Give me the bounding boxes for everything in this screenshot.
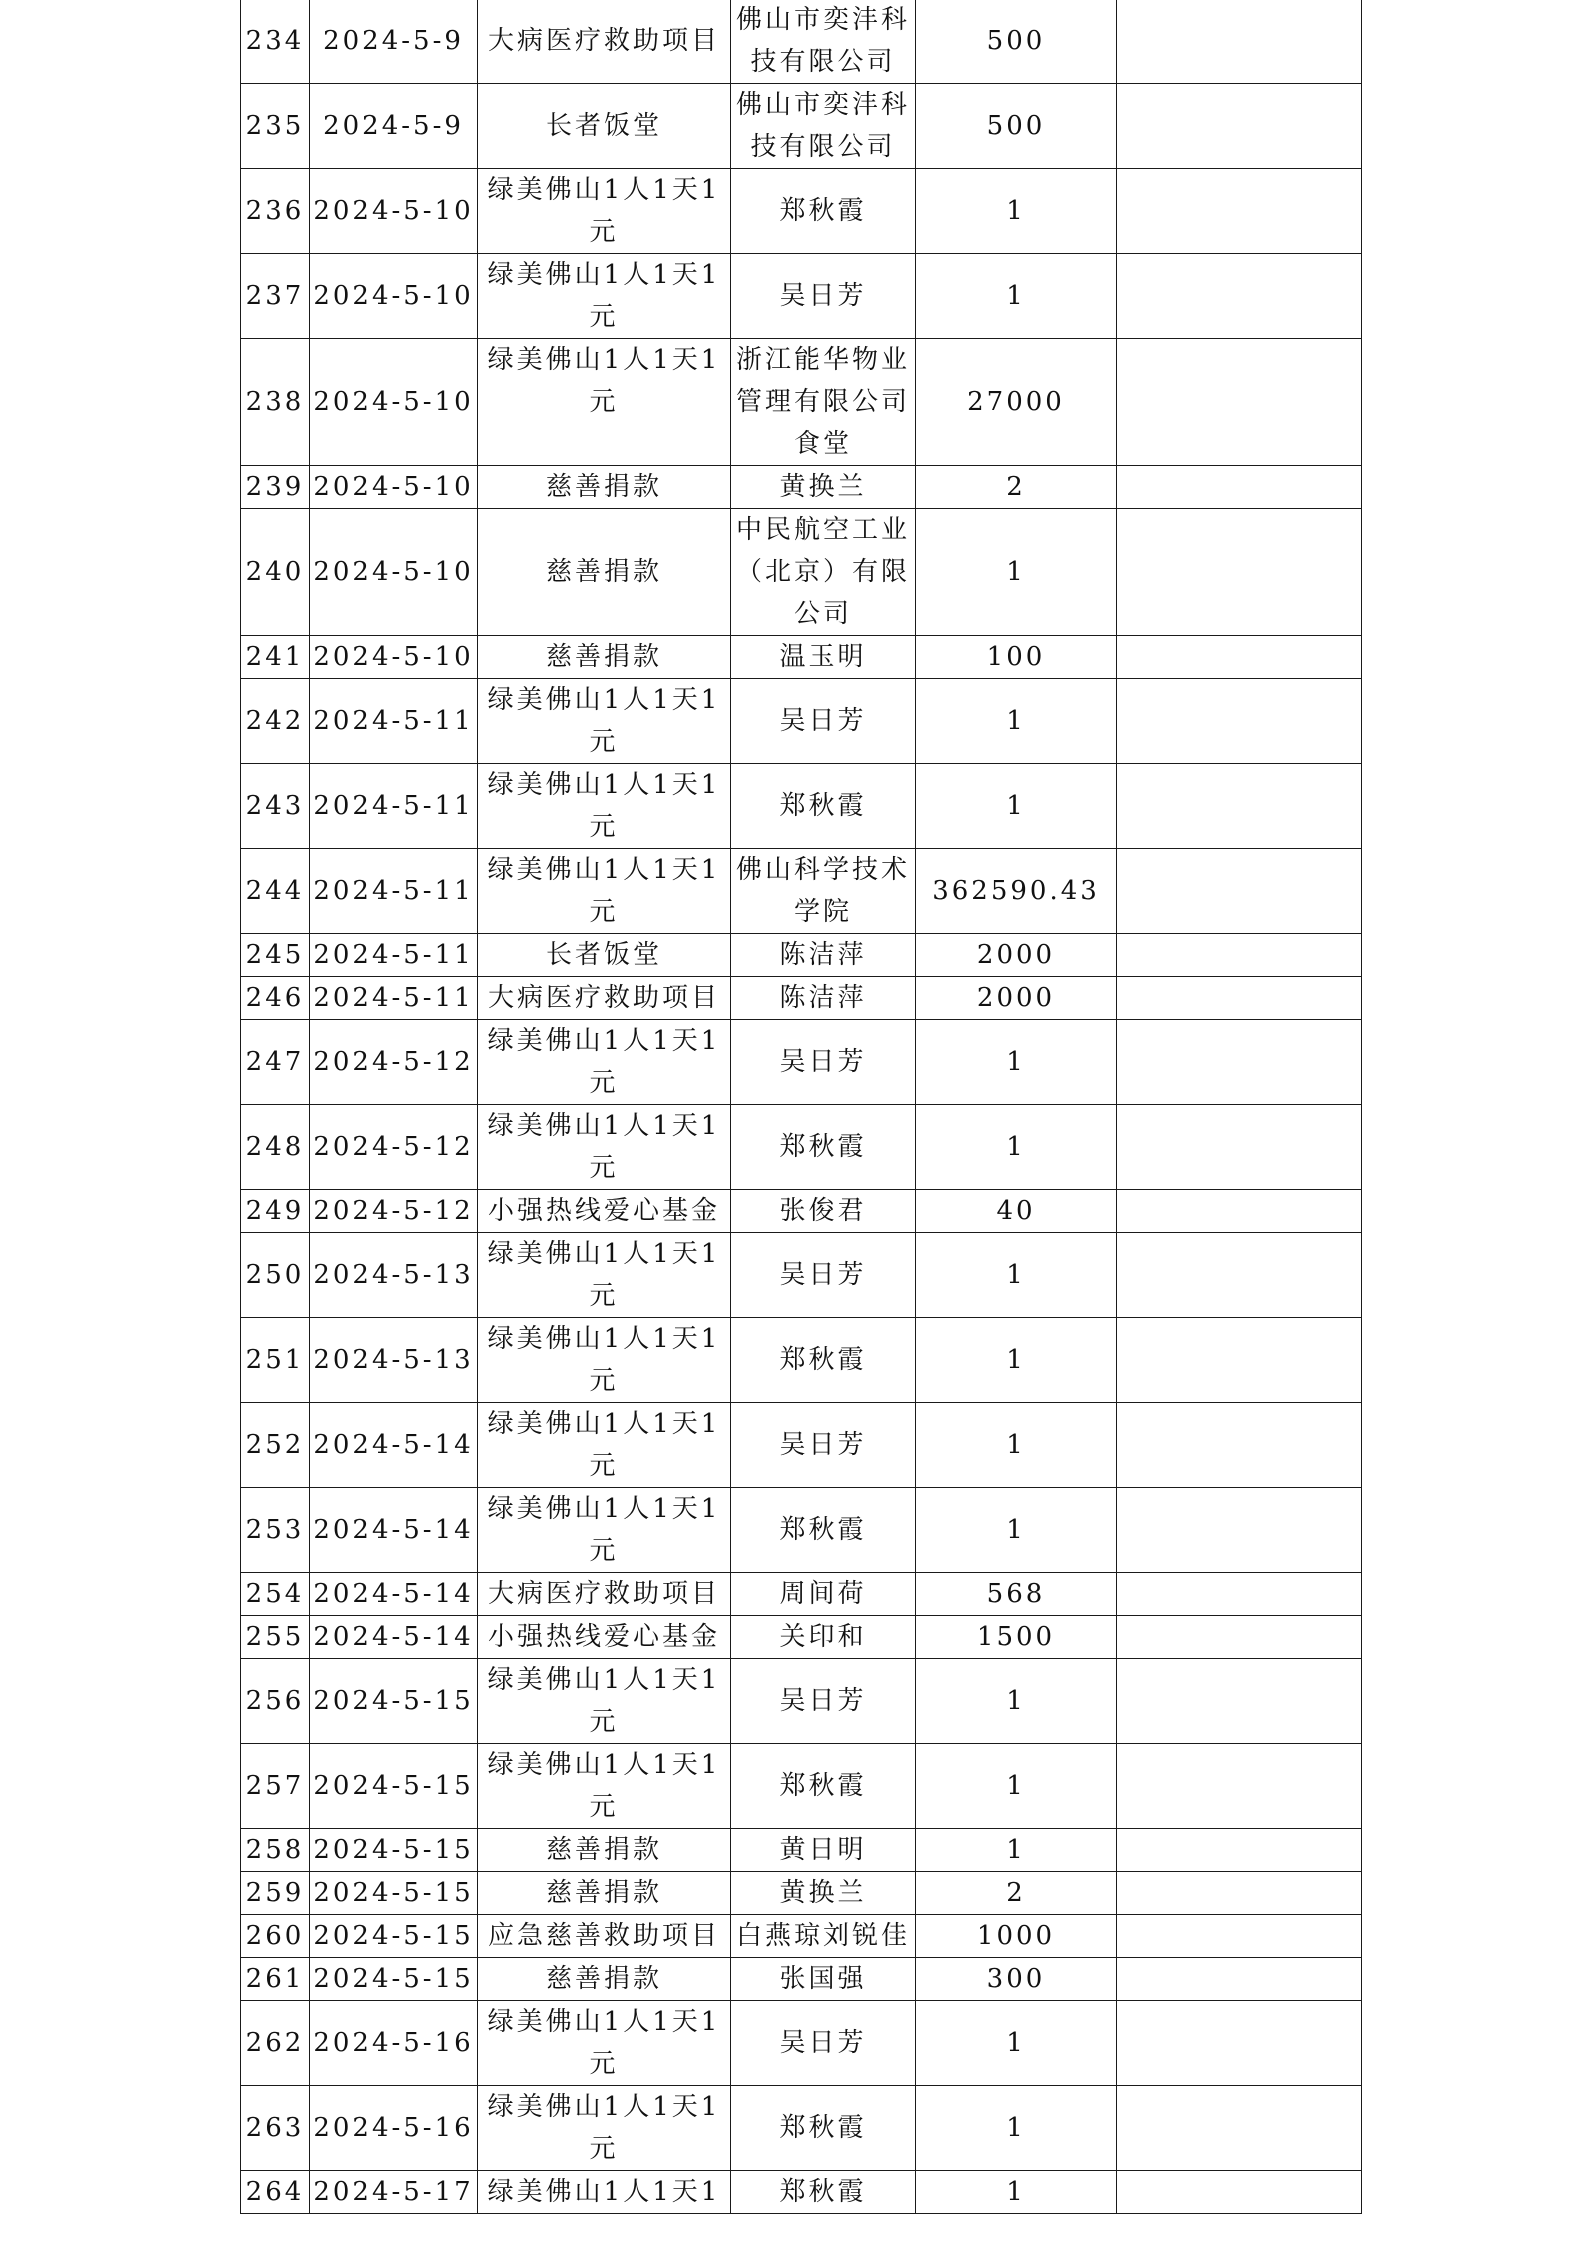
row-number-cell: 244 (241, 849, 310, 934)
amount-cell: 2000 (916, 977, 1117, 1020)
project-cell: 绿美佛山1人1天1元 (478, 764, 731, 849)
date-cell: 2024-5-15 (310, 1659, 478, 1744)
donor-cell: 郑秋霞 (731, 1744, 916, 1829)
date-cell: 2024-5-15 (310, 1829, 478, 1872)
table-row (241, 254, 1362, 339)
row-number-cell: 263 (241, 2086, 310, 2171)
note-cell (1117, 1829, 1362, 1872)
date-cell: 2024-5-11 (310, 849, 478, 934)
note-cell (1117, 764, 1362, 849)
note-cell (1117, 1958, 1362, 2001)
project-cell: 绿美佛山1人1天1元 (478, 169, 731, 254)
date-cell: 2024-5-14 (310, 1616, 478, 1659)
project-cell: 绿美佛山1人1天1元 (478, 2001, 731, 2086)
project-cell: 慈善捐款 (478, 636, 731, 679)
note-cell (1117, 679, 1362, 764)
row-number-cell: 239 (241, 466, 310, 509)
table-row (241, 977, 1362, 1020)
row-number-cell: 249 (241, 1190, 310, 1233)
donor-cell: 吴日芳 (731, 2001, 916, 2086)
table-row (241, 679, 1362, 764)
donor-cell: 黄日明 (731, 1829, 916, 1872)
amount-cell: 1 (916, 679, 1117, 764)
date-cell: 2024-5-10 (310, 466, 478, 509)
amount-cell: 2 (916, 466, 1117, 509)
date-cell: 2024-5-16 (310, 2086, 478, 2171)
date-cell: 2024-5-14 (310, 1403, 478, 1488)
project-cell: 长者饭堂 (478, 84, 731, 169)
project-cell: 绿美佛山1人1天1元 (478, 679, 731, 764)
donor-cell: 吴日芳 (731, 1403, 916, 1488)
row-number-cell: 258 (241, 1829, 310, 1872)
project-cell: 大病医疗救助项目 (478, 1573, 731, 1616)
amount-cell: 300 (916, 1958, 1117, 2001)
project-cell: 绿美佛山1人1天1元 (478, 1403, 731, 1488)
note-cell (1117, 0, 1362, 84)
date-cell: 2024-5-15 (310, 1915, 478, 1958)
project-cell: 绿美佛山1人1天1元 (478, 1105, 731, 1190)
note-cell (1117, 1233, 1362, 1318)
note-cell (1117, 977, 1362, 1020)
row-number-cell: 251 (241, 1318, 310, 1403)
row-number-cell: 257 (241, 1744, 310, 1829)
donor-cell: 浙江能华物业管理有限公司食堂 (731, 339, 916, 466)
table-row (241, 1659, 1362, 1744)
note-cell (1117, 1744, 1362, 1829)
table-row (241, 849, 1362, 934)
project-cell: 大病医疗救助项目 (478, 977, 731, 1020)
project-cell: 绿美佛山1人1天1元 (478, 254, 731, 339)
table-row (241, 1958, 1362, 2001)
date-cell: 2024-5-15 (310, 1958, 478, 2001)
date-cell: 2024-5-14 (310, 1573, 478, 1616)
note-cell (1117, 636, 1362, 679)
row-number-cell: 253 (241, 1488, 310, 1573)
note-cell (1117, 339, 1362, 466)
amount-cell: 1 (916, 2001, 1117, 2086)
donor-cell: 吴日芳 (731, 254, 916, 339)
note-cell (1117, 1573, 1362, 1616)
note-cell (1117, 84, 1362, 169)
row-number-cell: 261 (241, 1958, 310, 2001)
row-number-cell: 248 (241, 1105, 310, 1190)
row-number-cell: 255 (241, 1616, 310, 1659)
amount-cell: 1 (916, 1020, 1117, 1105)
donor-cell: 吴日芳 (731, 1020, 916, 1105)
amount-cell: 27000 (916, 339, 1117, 466)
donor-cell: 郑秋霞 (731, 2171, 916, 2214)
project-cell: 长者饭堂 (478, 934, 731, 977)
table-row (241, 1105, 1362, 1190)
donor-cell: 黄换兰 (731, 1872, 916, 1915)
date-cell: 2024-5-12 (310, 1105, 478, 1190)
donor-cell: 温玉明 (731, 636, 916, 679)
note-cell (1117, 254, 1362, 339)
note-cell (1117, 466, 1362, 509)
donor-cell: 吴日芳 (731, 1659, 916, 1744)
date-cell: 2024-5-11 (310, 934, 478, 977)
donor-cell: 郑秋霞 (731, 764, 916, 849)
date-cell: 2024-5-15 (310, 1872, 478, 1915)
date-cell: 2024-5-10 (310, 254, 478, 339)
amount-cell: 2000 (916, 934, 1117, 977)
donor-cell: 佛山科学技术学院 (731, 849, 916, 934)
project-cell: 绿美佛山1人1天1元 (478, 1744, 731, 1829)
donor-cell: 吴日芳 (731, 679, 916, 764)
row-number-cell: 243 (241, 764, 310, 849)
donor-cell: 黄换兰 (731, 466, 916, 509)
table-row (241, 1403, 1362, 1488)
amount-cell: 1 (916, 509, 1117, 636)
table-row (241, 2086, 1362, 2171)
row-number-cell: 260 (241, 1915, 310, 1958)
project-cell: 应急慈善救助项目 (478, 1915, 731, 1958)
project-cell: 绿美佛山1人1天1 (478, 2171, 731, 2214)
amount-cell: 500 (916, 0, 1117, 84)
table-row (241, 1318, 1362, 1403)
note-cell (1117, 934, 1362, 977)
note-cell (1117, 1488, 1362, 1573)
table-row (241, 2001, 1362, 2086)
note-cell (1117, 1403, 1362, 1488)
row-number-cell: 246 (241, 977, 310, 1020)
row-number-cell: 237 (241, 254, 310, 339)
amount-cell: 500 (916, 84, 1117, 169)
amount-cell: 1000 (916, 1915, 1117, 1958)
note-cell (1117, 2086, 1362, 2171)
project-cell: 绿美佛山1人1天1元 (478, 1488, 731, 1573)
donation-table-body (241, 0, 1362, 2214)
amount-cell: 568 (916, 1573, 1117, 1616)
note-cell (1117, 1318, 1362, 1403)
project-cell: 绿美佛山1人1天1元 (478, 339, 731, 466)
donor-cell: 关印和 (731, 1616, 916, 1659)
note-cell (1117, 1105, 1362, 1190)
project-cell: 绿美佛山1人1天1元 (478, 2086, 731, 2171)
date-cell: 2024-5-16 (310, 2001, 478, 2086)
table-row (241, 0, 1362, 84)
note-cell (1117, 1872, 1362, 1915)
project-cell: 慈善捐款 (478, 1958, 731, 2001)
row-number-cell: 247 (241, 1020, 310, 1105)
donor-cell: 陈洁萍 (731, 934, 916, 977)
date-cell: 2024-5-10 (310, 169, 478, 254)
donor-cell: 张俊君 (731, 1190, 916, 1233)
row-number-cell: 245 (241, 934, 310, 977)
note-cell (1117, 509, 1362, 636)
donation-table (240, 0, 1362, 2214)
row-number-cell: 254 (241, 1573, 310, 1616)
note-cell (1117, 2001, 1362, 2086)
note-cell (1117, 1915, 1362, 1958)
note-cell (1117, 1020, 1362, 1105)
amount-cell: 40 (916, 1190, 1117, 1233)
table-row (241, 169, 1362, 254)
row-number-cell: 241 (241, 636, 310, 679)
amount-cell: 1 (916, 1318, 1117, 1403)
project-cell: 慈善捐款 (478, 1829, 731, 1872)
amount-cell: 100 (916, 636, 1117, 679)
donor-cell: 郑秋霞 (731, 1318, 916, 1403)
project-cell: 大病医疗救助项目 (478, 0, 731, 84)
date-cell: 2024-5-10 (310, 509, 478, 636)
table-row (241, 339, 1362, 466)
date-cell: 2024-5-14 (310, 1488, 478, 1573)
donor-cell: 张国强 (731, 1958, 916, 2001)
row-number-cell: 252 (241, 1403, 310, 1488)
amount-cell: 1 (916, 1829, 1117, 1872)
date-cell: 2024-5-12 (310, 1020, 478, 1105)
table-row (241, 466, 1362, 509)
table-row (241, 934, 1362, 977)
date-cell: 2024-5-15 (310, 1744, 478, 1829)
date-cell: 2024-5-9 (310, 0, 478, 84)
row-number-cell: 264 (241, 2171, 310, 2214)
amount-cell: 1 (916, 254, 1117, 339)
donor-cell: 吴日芳 (731, 1233, 916, 1318)
note-cell (1117, 169, 1362, 254)
row-number-cell: 250 (241, 1233, 310, 1318)
note-cell (1117, 849, 1362, 934)
table-row (241, 1872, 1362, 1915)
date-cell: 2024-5-12 (310, 1190, 478, 1233)
row-number-cell: 240 (241, 509, 310, 636)
donor-cell: 佛山市奕沣科技有限公司 (731, 0, 916, 84)
project-cell: 绿美佛山1人1天1元 (478, 1020, 731, 1105)
project-cell: 绿美佛山1人1天1元 (478, 849, 731, 934)
table-row (241, 1829, 1362, 1872)
date-cell: 2024-5-13 (310, 1233, 478, 1318)
amount-cell: 1 (916, 1744, 1117, 1829)
donor-cell: 郑秋霞 (731, 2086, 916, 2171)
donor-cell: 郑秋霞 (731, 1105, 916, 1190)
table-row (241, 1744, 1362, 1829)
note-cell (1117, 1616, 1362, 1659)
donor-cell: 佛山市奕沣科技有限公司 (731, 84, 916, 169)
note-cell (1117, 1659, 1362, 1744)
table-row (241, 1616, 1362, 1659)
project-cell: 小强热线爱心基金 (478, 1190, 731, 1233)
date-cell: 2024-5-11 (310, 679, 478, 764)
table-row (241, 2171, 1362, 2214)
date-cell: 2024-5-10 (310, 339, 478, 466)
project-cell: 绿美佛山1人1天1元 (478, 1233, 731, 1318)
project-cell: 绿美佛山1人1天1元 (478, 1659, 731, 1744)
amount-cell: 1 (916, 1233, 1117, 1318)
amount-cell: 1 (916, 2086, 1117, 2171)
row-number-cell: 262 (241, 2001, 310, 2086)
date-cell: 2024-5-17 (310, 2171, 478, 2214)
donor-cell: 中民航空工业（北京）有限公司 (731, 509, 916, 636)
date-cell: 2024-5-9 (310, 84, 478, 169)
project-cell: 慈善捐款 (478, 466, 731, 509)
row-number-cell: 256 (241, 1659, 310, 1744)
note-cell (1117, 2171, 1362, 2214)
project-cell: 慈善捐款 (478, 1872, 731, 1915)
project-cell: 慈善捐款 (478, 509, 731, 636)
donor-cell: 郑秋霞 (731, 169, 916, 254)
table-row (241, 509, 1362, 636)
donor-cell: 郑秋霞 (731, 1488, 916, 1573)
amount-cell: 1500 (916, 1616, 1117, 1659)
row-number-cell: 259 (241, 1872, 310, 1915)
note-cell (1117, 1190, 1362, 1233)
table-row (241, 1233, 1362, 1318)
donor-cell: 白燕琼刘锐佳 (731, 1915, 916, 1958)
table-row (241, 1488, 1362, 1573)
date-cell: 2024-5-13 (310, 1318, 478, 1403)
row-number-cell: 236 (241, 169, 310, 254)
donor-cell: 周间荷 (731, 1573, 916, 1616)
amount-cell: 1 (916, 1659, 1117, 1744)
table-row (241, 1915, 1362, 1958)
table-row (241, 636, 1362, 679)
table-row (241, 1573, 1362, 1616)
amount-cell: 1 (916, 169, 1117, 254)
project-cell: 小强热线爱心基金 (478, 1616, 731, 1659)
table-row (241, 1020, 1362, 1105)
amount-cell: 2 (916, 1872, 1117, 1915)
donor-cell: 陈洁萍 (731, 977, 916, 1020)
row-number-cell: 234 (241, 0, 310, 84)
date-cell: 2024-5-11 (310, 977, 478, 1020)
date-cell: 2024-5-11 (310, 764, 478, 849)
amount-cell: 1 (916, 1105, 1117, 1190)
project-cell: 绿美佛山1人1天1元 (478, 1318, 731, 1403)
table-row (241, 1190, 1362, 1233)
row-number-cell: 235 (241, 84, 310, 169)
row-number-cell: 238 (241, 339, 310, 466)
table-row (241, 84, 1362, 169)
amount-cell: 1 (916, 1403, 1117, 1488)
amount-cell: 1 (916, 1488, 1117, 1573)
amount-cell: 1 (916, 2171, 1117, 2214)
row-number-cell: 242 (241, 679, 310, 764)
amount-cell: 362590.43 (916, 849, 1117, 934)
table-row (241, 764, 1362, 849)
date-cell: 2024-5-10 (310, 636, 478, 679)
amount-cell: 1 (916, 764, 1117, 849)
